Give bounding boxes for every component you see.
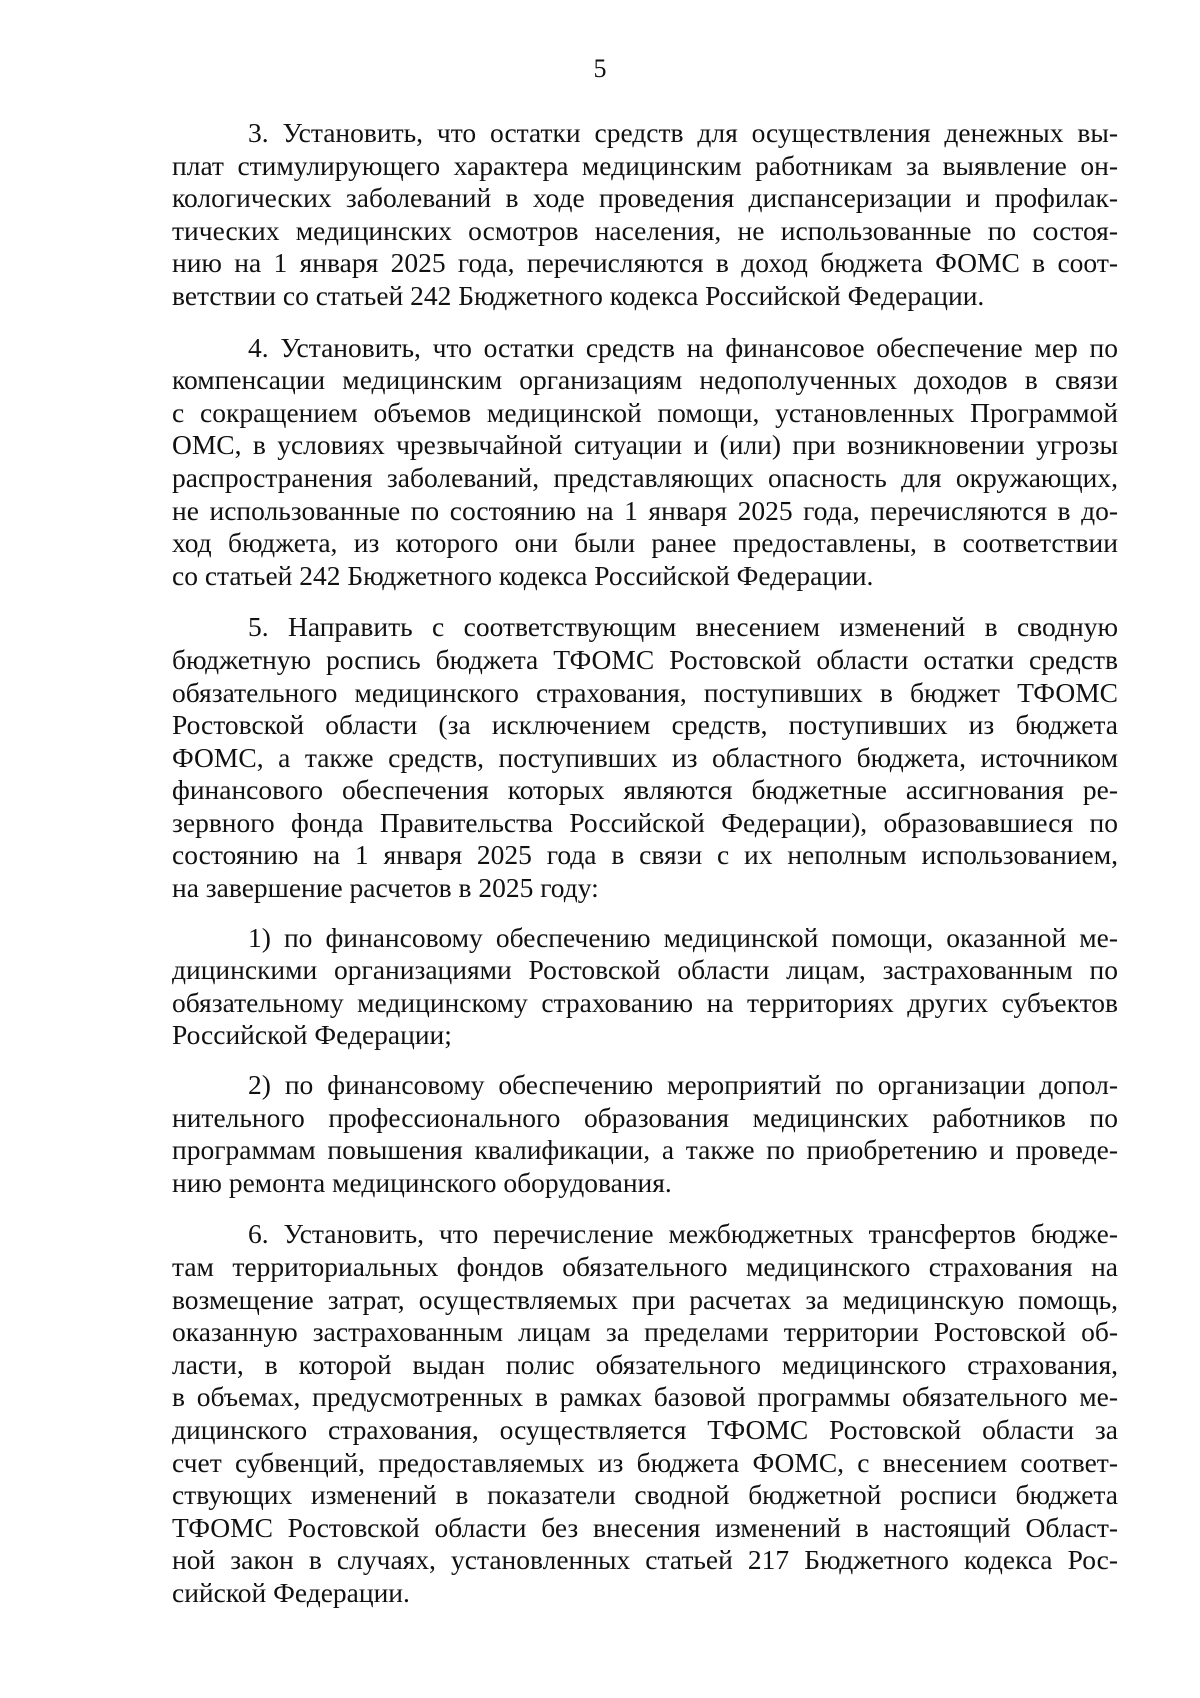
text-line: нию ремонта медицинского оборудования. bbox=[172, 1166, 672, 1198]
text-line: 1) по финансовому обеспечению медицинской помощи, оказанной ме- bbox=[248, 921, 1118, 953]
text-line: компенсации медицинским организациям недополученных доходов в связи bbox=[172, 364, 1118, 396]
text-line: обязательному медицинскому страхованию на территориях других субъектов bbox=[172, 986, 1118, 1018]
text-line: нительного профессионального образования медицинских работников по bbox=[172, 1101, 1118, 1133]
text-line: 6. Установить, что перечисление межбюджетных трансфертов бюдже- bbox=[248, 1218, 1118, 1250]
text-line: Российской Федерации; bbox=[172, 1019, 452, 1051]
text-line: возмещение затрат, осуществляемых при расчетах за медицинскую помощь, bbox=[172, 1283, 1118, 1315]
text-line: распространения заболеваний, представляющих опасность для окружающих, bbox=[172, 461, 1118, 493]
text-line: ласти, в которой выдан полис обязательного медицинского страхования, bbox=[172, 1348, 1118, 1380]
text-line: счет субвенций, предоставляемых из бюджета ФОМС, с внесением соответ- bbox=[172, 1446, 1118, 1478]
text-line: с сокращением объемов медицинской помощи, установленных Программой bbox=[172, 396, 1118, 428]
text-line: финансового обеспечения которых являются бюджетные ассигнования ре- bbox=[172, 774, 1118, 806]
page-number: 5 bbox=[593, 54, 607, 83]
text-line: ОМС, в условиях чрезвычайной ситуации и (или) при возникновении угрозы bbox=[172, 429, 1118, 461]
text-line: ствующих изменений в показатели сводной бюджетной росписи бюджета bbox=[172, 1479, 1118, 1511]
text-line: бюджетную роспись бюджета ТФОМС Ростовской области остатки средств bbox=[172, 643, 1118, 675]
text-line: ФОМС, а также средств, поступивших из областного бюджета, источником bbox=[172, 741, 1118, 773]
text-line: на завершение расчетов в 2025 году: bbox=[172, 872, 599, 904]
text-line: дицинскими организациями Ростовской области лицам, застрахованным по bbox=[172, 954, 1118, 986]
text-line: нию на 1 января 2025 года, перечисляются в доход бюджета ФОМС в соот- bbox=[172, 247, 1118, 279]
sub-item-2 bbox=[172, 1069, 1118, 1199]
paragraph-5 bbox=[172, 611, 1118, 904]
sub-item-1 bbox=[172, 922, 1118, 1052]
document-body bbox=[172, 117, 1118, 1610]
text-line: ветствии со статьей 242 Бюджетного кодекса Российской Федерации. bbox=[172, 279, 985, 311]
text-line: там территориальных фондов обязательного медицинского страхования на bbox=[172, 1251, 1118, 1282]
text-line: тических медицинских осмотров населения, не использованные по состоя- bbox=[172, 214, 1118, 246]
text-line: плат стимулирующего характера медицинским работникам за выявление он- bbox=[172, 149, 1118, 181]
text-line: ТФОМС Ростовской области без внесения изменений в настоящий Област- bbox=[172, 1511, 1118, 1543]
text-line: не использованные по состоянию на 1 января 2025 года, перечисляются в до- bbox=[172, 494, 1118, 526]
text-line: зервного фонда Правительства Российской Федерации), образовавшиеся по bbox=[172, 806, 1118, 838]
text-line: 2) по финансовому обеспечению мероприятий по организации допол- bbox=[248, 1069, 1118, 1101]
text-line: программам повышения квалификации, а также по приобретению и проведе- bbox=[172, 1134, 1118, 1166]
text-line: сийской Федерации. bbox=[172, 1576, 410, 1608]
text-line: в объемах, предусмотренных в рамках базовой программы обязательного ме- bbox=[172, 1381, 1118, 1413]
text-line: 4. Установить, что остатки средств на финансовое обеспечение мер по bbox=[248, 331, 1118, 363]
text-line: Ростовской области (за исключением средств, поступивших из бюджета bbox=[172, 709, 1118, 741]
paragraph-3 bbox=[172, 117, 1118, 313]
text-line: обязательного медицинского страхования, поступивших в бюджет ТФОМС bbox=[172, 676, 1118, 708]
text-line: дицинского страхования, осуществляется ТФОМС Ростовской области за bbox=[172, 1413, 1118, 1445]
paragraph-4 bbox=[172, 332, 1118, 593]
paragraph-6 bbox=[172, 1218, 1118, 1609]
text-line: кологических заболеваний в ходе проведения диспансеризации и профилак- bbox=[172, 182, 1118, 214]
text-line: 5. Направить с соответствующим внесением изменений в сводную bbox=[248, 611, 1118, 643]
text-line: состоянию на 1 января 2025 года в связи с их неполным использованием, bbox=[172, 839, 1118, 871]
text-line: со статьей 242 Бюджетного кодекса Российской Федерации. bbox=[172, 559, 874, 591]
text-line: ной закон в случаях, установленных статьей 217 Бюджетного кодекса Рос- bbox=[172, 1544, 1118, 1576]
text-line: ход бюджета, из которого они были ранее предоставлены, в соответствии bbox=[172, 527, 1118, 559]
text-line: 3. Установить, что остатки средств для осуществления денежных вы- bbox=[248, 117, 1118, 148]
text-line: оказанную застрахованным лицам за пределами территории Ростовской об- bbox=[172, 1316, 1118, 1348]
